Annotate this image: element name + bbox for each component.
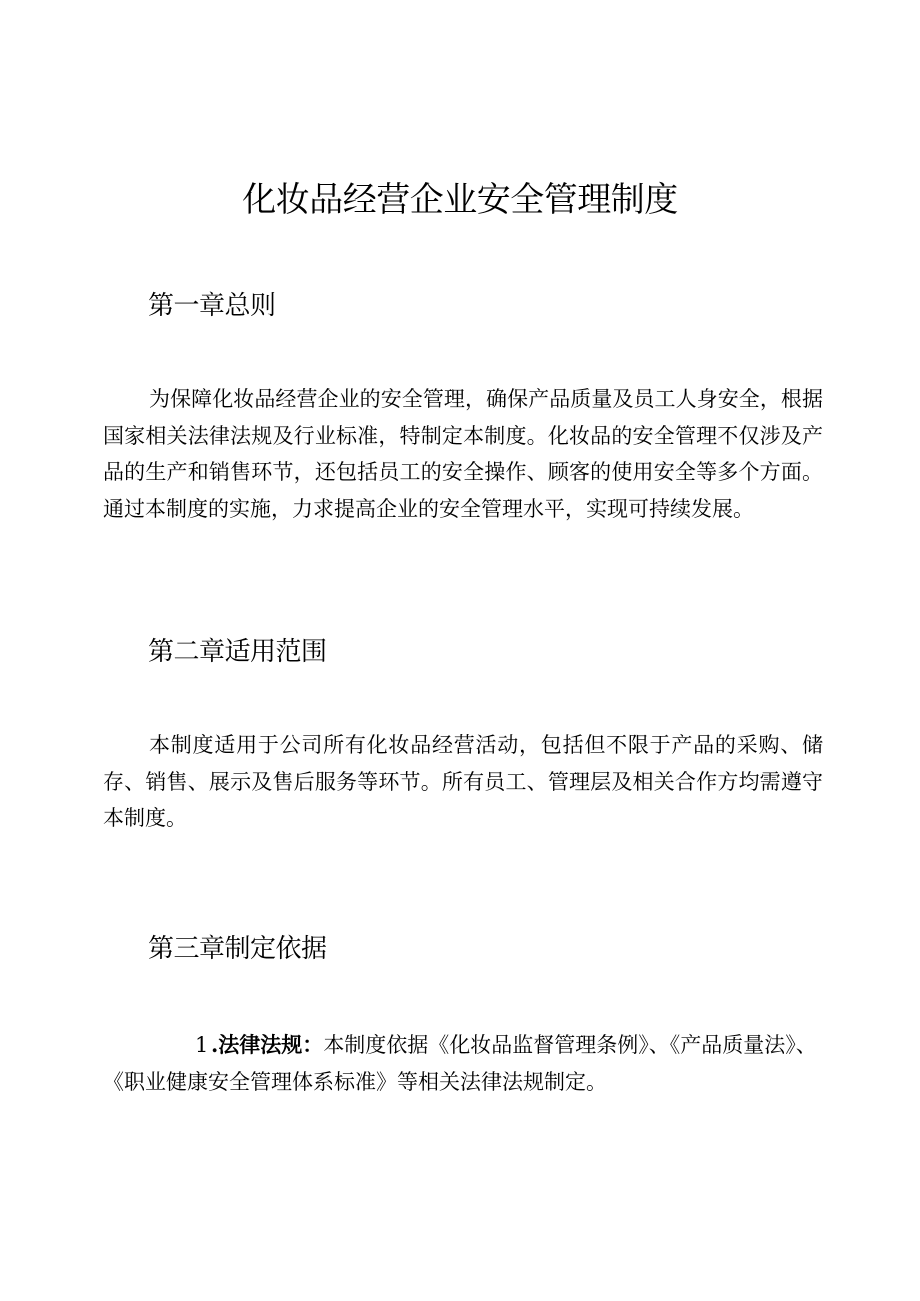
list-item-number: 1 [195, 1033, 209, 1057]
chapter-2-paragraph: 本制度适用于公司所有化妆品经营活动，包括但不限于产品的采购、储存、销售、展示及售后服务等环节。所有员工、管理层及相关合作方均需遵守本制度。 [103, 733, 823, 831]
chapter-1-heading: 第一章总则 [148, 291, 276, 321]
chapter-3-heading: 第三章制定依据 [148, 934, 327, 964]
chapter-2-heading: 第二章适用范围 [148, 637, 327, 667]
list-item-label: .法律法规： [211, 1032, 324, 1057]
list-item [103, 1027, 823, 1100]
list-item-text: 本制度依据《化妆品监督管理条例》、《产品质量法》、《职业健康安全管理体系标准》等相关法律法规制定。 [103, 1033, 817, 1094]
document-title: 化妆品经营企业安全管理制度 [242, 180, 678, 220]
chapter-1-paragraph: 为保障化妆品经营企业的安全管理，确保产品质量及员工人身安全，根据国家相关法律法规及行业标准，特制定本制度。化妆品的安全管理不仅涉及产品的生产和销售环节，还包括员工的安全操作、顾客的使用安全等多个方面。通过本制度的实施，力求提高企业的安全管理水平，实现可持续发展。 [103, 387, 823, 521]
